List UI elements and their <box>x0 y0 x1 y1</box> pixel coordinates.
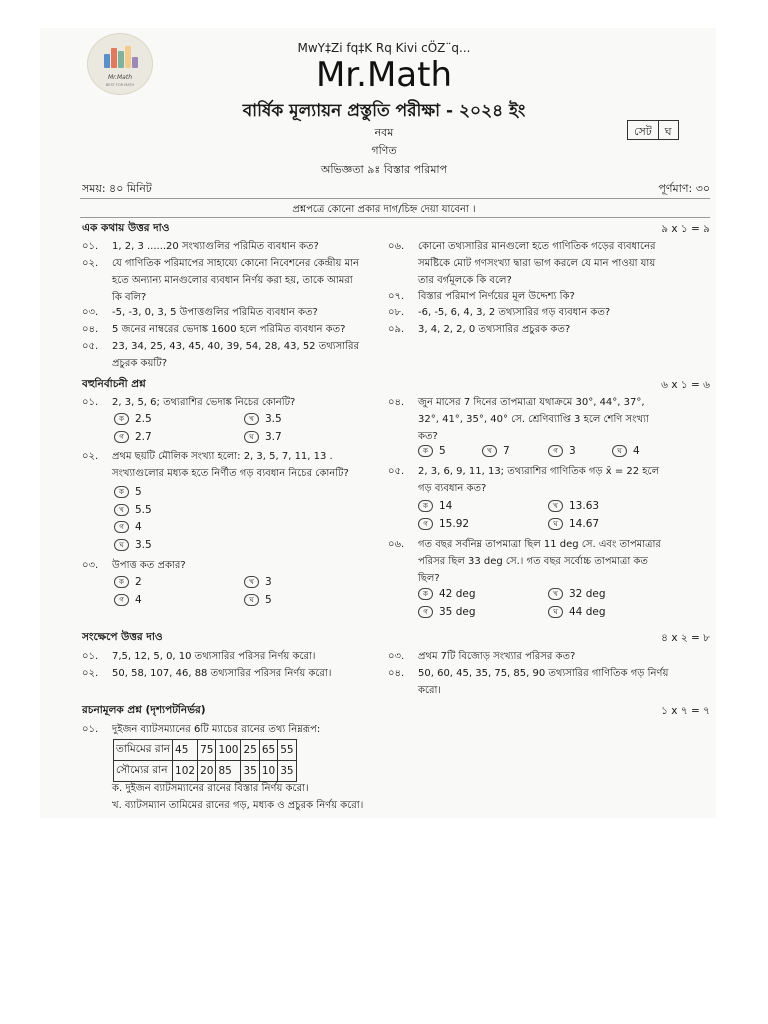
s2-q03-option-b[interactable]: খ 3 <box>244 576 272 588</box>
topic-label: অভিজ্ঞতা ৯ঃ বিস্তার পরিমাপ <box>320 163 448 176</box>
time-label: সময়: ৪০ মিনিট <box>82 182 152 195</box>
s1-q05: ০৫. 23, 34, 25, 43, 45, 40, 39, 54, 28, 43, 52 তথ্যসারির প্রচুরক কয়টি? <box>82 341 359 369</box>
s2-q02: ০২. প্রথম ছয়টি মৌলিক সংখ্যা হলো: 2, 3, 5, 7, 11, 13 . সংখ্যাগুলোর মধ্যক হতে নির্ণীত গড় ব্যবধান নিচের কোনটি? <box>82 451 349 479</box>
table-cell: 25 <box>241 740 259 761</box>
section4-title: রচনামূলক প্রশ্ন (দৃশ্যপটনির্ভর) <box>82 704 206 716</box>
s2-q06-option-d[interactable]: ঘ 44 deg <box>548 606 606 618</box>
logo-text: Mr.Math <box>107 74 132 81</box>
s2-q01-option-a[interactable]: ক 2.5 <box>114 413 152 425</box>
section3-title: সংক্ষেপে উত্তর দাও <box>82 631 163 643</box>
instruction: প্রশ্নপত্রে কোনো প্রকার দাগ/চিহ্ন দেয়া যাবেনা । <box>292 204 476 215</box>
s2-q03-option-d[interactable]: ঘ 5 <box>244 594 272 606</box>
s2-q04-option-a[interactable]: ক 5 <box>418 445 446 457</box>
s4-sub-a: ক. দুইজন ব্যাটসম্যানের রানের বিস্তার নির্ণয় করো। <box>112 783 309 794</box>
s2-q03-option-a[interactable]: ক 2 <box>114 576 142 588</box>
logo-tagline: BEST FOR MATH <box>105 83 135 87</box>
full-marks-label: পূর্ণমাণ: ৩০ <box>658 182 710 195</box>
s2-q02-option-c[interactable]: গ 4 <box>114 521 142 533</box>
set-label: সেট <box>634 125 652 138</box>
s2-q04-option-d[interactable]: ঘ 4 <box>612 445 640 457</box>
table-cell: 85 <box>216 761 241 782</box>
section1-title: এক কথায় উত্তর দাও <box>82 222 170 234</box>
s2-q05-option-a[interactable]: ক 14 <box>418 500 452 512</box>
s3-q04: ০৪. 50, 60, 45, 35, 75, 85, 90 তথ্যসারির গাণিতিক গড় নির্ণয় করো। <box>388 668 669 696</box>
s2-q05-option-c[interactable]: গ 15.92 <box>418 518 469 530</box>
s2-q05-option-d[interactable]: ঘ 14.67 <box>548 518 599 530</box>
s2-q04-option-c[interactable]: গ 3 <box>548 445 576 457</box>
s2-q05-option-b[interactable]: খ 13.63 <box>548 500 599 512</box>
section4-marks: ১ x ৭ = ৭ <box>661 705 710 717</box>
brand-title: Mr.Math <box>315 55 453 95</box>
s2-q06-option-b[interactable]: খ 32 deg <box>548 588 606 600</box>
table-cell: 35 <box>241 761 259 782</box>
s2-q06: ০৬. গত বছর সর্বনিম্ন তাপমাত্রা ছিল 11 deg সে. এবং তাপমাত্রার পরিসর ছিল 33 deg সে.। গত বছর সর্বোচ্চ তাপমাত্রা কত ছিল? <box>388 539 661 584</box>
row-label: সৌম্যের রান <box>114 761 173 782</box>
garbled-header-line: MwY‡Zi fq‡K Rq Kivi cÖZ¨q... <box>297 41 471 55</box>
runs-table <box>113 739 297 782</box>
row-label: তামিমের রান <box>114 740 173 761</box>
table-cell: 102 <box>173 761 198 782</box>
table-cell: 20 <box>198 761 216 782</box>
s2-q06-option-a[interactable]: ক 42 deg <box>418 588 476 600</box>
table-cell: 45 <box>173 740 198 761</box>
s1-q02: ০২. যে গাণিতিক পরিমাপের সাহায্যে কোনো নিবেশনের কেন্দ্রীয় মান হতে অন্যান্য মানগুলোর ব্যবধান নির্ণয় করা হয়, তাকে আমরা কি বলি? <box>82 258 360 303</box>
s2-q04-option-b[interactable]: খ 7 <box>482 445 510 457</box>
class-label: নবম <box>374 126 394 139</box>
section3-marks: ৪ x ২ = ৮ <box>661 632 710 644</box>
s2-q01-option-d[interactable]: ঘ 3.7 <box>244 431 282 443</box>
s2-q04: ০৪. জুন মাসের 7 দিনের তাপমাত্রা যথাক্রমে 30°, 44°, 37°, 32°, 41°, 35°, 40° সে. শ্রেণিব্যাপ্তি 3 হলে শেণি সংখ্যা কত? <box>388 397 649 442</box>
s1-q06: ০৬. কোনো তথ্যসারির মানগুলো হতে গাণিতিক গড়ের ব্যবধানের সমষ্টিকে মোট গণসংখ্যা দ্বারা ভাগ করলে যে মান পাওয়া যায় তার বর্গমূলকে কি বলে? <box>388 241 656 286</box>
divider <box>80 217 710 218</box>
s2-q01-option-c[interactable]: গ 2.7 <box>114 431 152 443</box>
s2-q02-option-a[interactable]: ক 5 <box>114 486 142 498</box>
table-cell: 10 <box>259 761 277 782</box>
s4-sub-b: খ. ব্যাটসম্যান তামিমের রানের গড়, মধ্যক ও প্রচুরক নির্ণয় করো। <box>112 800 364 811</box>
subject-label: গণিত <box>371 144 397 157</box>
table-cell: 55 <box>278 740 296 761</box>
section2-title: বহুনির্বাচনী প্রশ্ন <box>82 378 146 390</box>
set-value: ঘ <box>658 121 678 139</box>
s2-q01-option-b[interactable]: খ 3.5 <box>244 413 282 425</box>
divider <box>80 198 710 199</box>
s2-q03-option-c[interactable]: গ 4 <box>114 594 142 606</box>
exam-title: বার্ষিক মূল্যায়ন প্রস্তুতি পরীক্ষা - ২০২৪ ইং <box>242 101 526 121</box>
s2-q02-option-b[interactable]: খ 5.5 <box>114 504 152 516</box>
table-row <box>114 761 297 782</box>
set-box <box>627 120 679 140</box>
table-row <box>114 740 297 761</box>
s2-q05: ০৫. 2, 3, 6, 9, 11, 13; তথ্যরাশির গাণিতিক গড় x̄ = 22 হলে গড় ব্যবধান কত? <box>388 466 660 494</box>
s2-q06-option-c[interactable]: গ 35 deg <box>418 606 476 618</box>
section2-marks: ৬ x ১ = ৬ <box>661 379 710 391</box>
table-cell: 75 <box>198 740 216 761</box>
s2-q02-option-d[interactable]: ঘ 3.5 <box>114 539 152 551</box>
table-cell: 65 <box>259 740 277 761</box>
section1-marks: ৯ x ১ = ৯ <box>661 223 710 235</box>
table-cell: 35 <box>278 761 296 782</box>
table-cell: 100 <box>216 740 241 761</box>
